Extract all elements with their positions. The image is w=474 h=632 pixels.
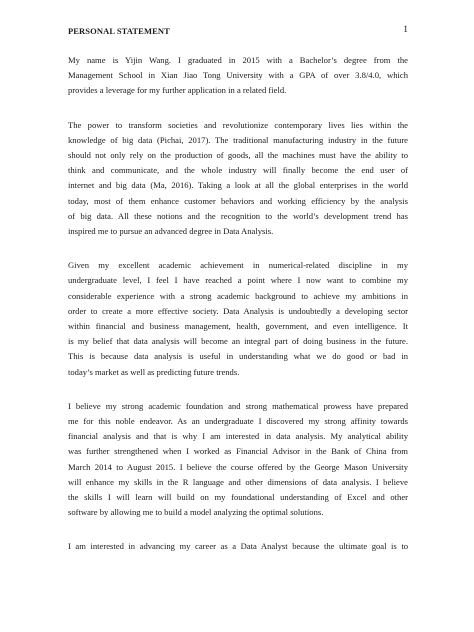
paragraph-intro xyxy=(68,53,408,99)
text-line: I am interested in advancing my career as a Data Analyst because the ultimate goal is to xyxy=(68,541,408,552)
text-line: of big data. All these notions and the recognition to the world’s development trend has xyxy=(68,210,408,221)
text-line: undergraduate level, I feel I have reached a point where I now want to combine my xyxy=(68,275,408,286)
text-line: provides a leverage for my further application in a related field. xyxy=(68,85,287,96)
text-line: This is because data analysis is useful in understanding what we do good or bad in xyxy=(68,351,408,362)
text-line: should not only rely on the production of goods, all the machines must have the ability to xyxy=(68,150,408,161)
text-line: order to create a more effective society. Data Analysis is undoubtedly a developing sector xyxy=(68,305,408,316)
text-line: within financial and business management, health, government, and even intelligence. It xyxy=(68,321,408,332)
text-line: today, most of them enhance customer behaviors and working efficiency by the analysis xyxy=(68,195,408,206)
text-line: The power to transform societies and revolutionize contemporary lives lies within the xyxy=(68,119,408,130)
paragraph-career-goal xyxy=(68,539,408,554)
text-line: think and communicate, and the whole industry will finally become the end user of xyxy=(68,165,408,176)
text-line: Given my excellent academic achievement in numerical-related discipline in my xyxy=(68,260,408,271)
text-line: will enhance my skills in the R language and other dimensions of data analysis. I believe xyxy=(68,476,408,487)
body-text xyxy=(68,53,408,574)
running-head-title: PERSONAL STATEMENT xyxy=(68,26,170,36)
text-line: me for this noble endeavor. As an undergraduate I discovered my strong affinity towards xyxy=(68,416,408,427)
text-line: considerable experience with a strong academic background to achieve my ambitions in xyxy=(68,290,408,301)
text-line: financial analysis and that is why I am interested in data analysis. My analytical ability xyxy=(68,431,408,442)
paragraph-big-data xyxy=(68,118,408,240)
text-line: I believe my strong academic foundation and strong mathematical prowess have prepared xyxy=(68,400,408,411)
page-number: 1 xyxy=(403,25,408,35)
text-line: internet and big data (Ma, 2016). Taking a look at all the global enterprises in the world xyxy=(68,180,408,191)
text-line: Management School in Xian Jiao Tong University with a GPA of over 3.8/4.0, which xyxy=(68,70,408,81)
text-line: software by allowing me to build a model analyzing the optimal solutions. xyxy=(68,507,324,518)
text-line: is my belief that data analysis will become an integral part of doing business in the future. xyxy=(68,336,408,347)
text-line: was further strengthened when I worked as Financial Advisor in the Bank of China from xyxy=(68,446,408,457)
paragraph-experience xyxy=(68,399,408,521)
text-line: today’s market as well as predicting future trends. xyxy=(68,366,240,377)
text-line: the skills I will learn will build on my foundational understanding of Excel and other xyxy=(68,492,408,503)
paragraph-academic xyxy=(68,258,408,380)
text-line: inspired me to pursue an advanced degree in Data Analysis. xyxy=(68,226,274,237)
text-line: March 2014 to August 2015. I believe the course offered by the George Mason University xyxy=(68,461,408,472)
text-line: My name is Yijin Wang. I graduated in 2015 with a Bachelor’s degree from the xyxy=(68,55,408,65)
text-line: knowledge of big data (Pichai, 2017). The traditional manufacturing industry in the future xyxy=(68,134,408,145)
